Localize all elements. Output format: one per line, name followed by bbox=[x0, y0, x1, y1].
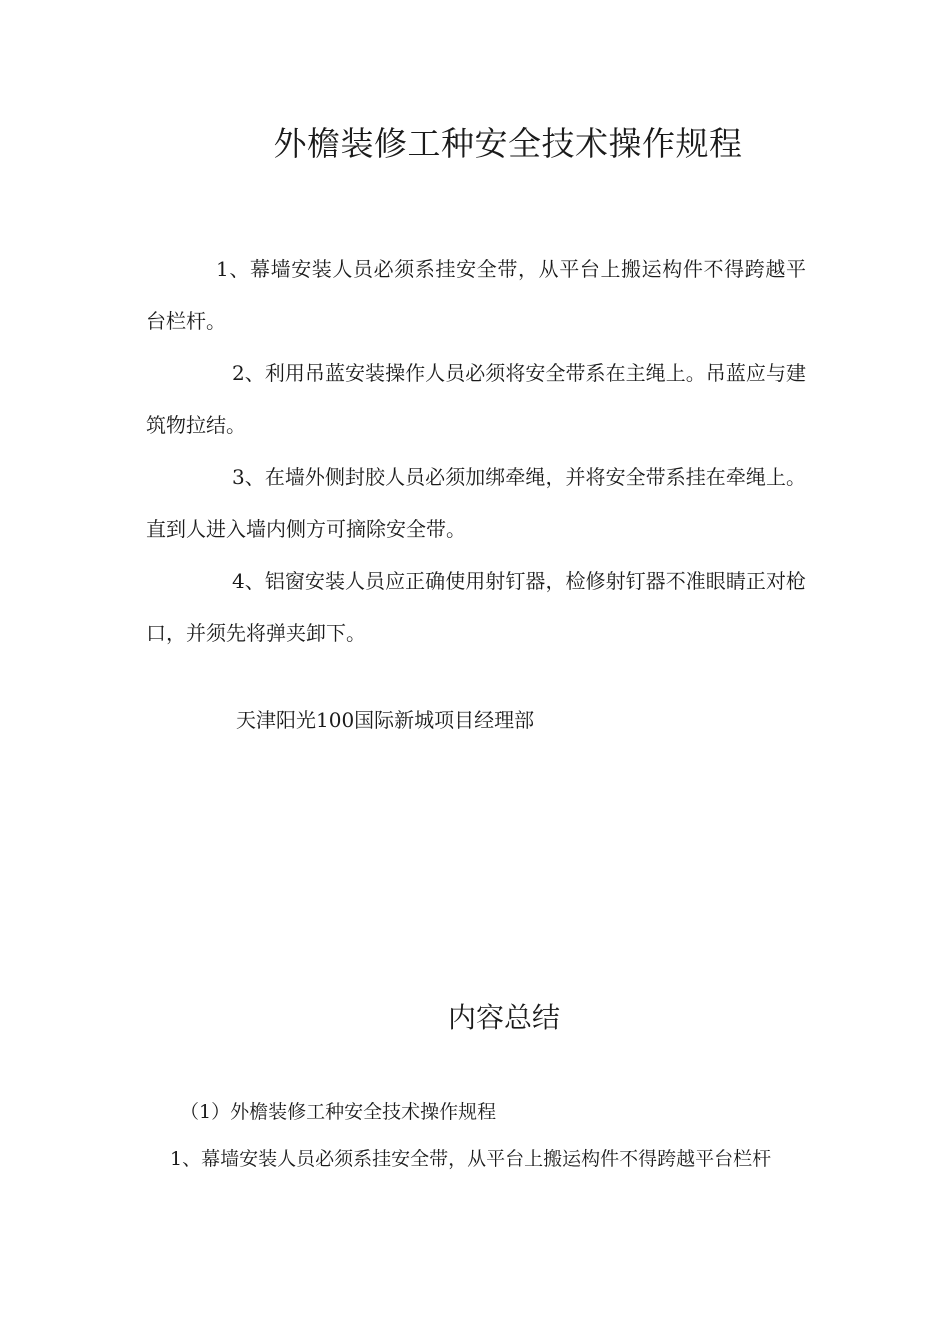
paragraph-1: 1、幕墙安装人员必须系挂安全带，从平台上搬运构件不得跨越平台栏杆。 bbox=[146, 257, 806, 333]
summary-item: 1、幕墙安装人员必须系挂安全带，从平台上搬运构件不得跨越平台栏杆 bbox=[170, 1148, 772, 1170]
document-title: 外檐装修工种安全技术操作规程 bbox=[273, 124, 743, 163]
signature-line: 天津阳光100国际新城项目经理部 bbox=[236, 708, 535, 732]
summary-title: 内容总结 bbox=[447, 1001, 560, 1034]
summary-subtitle: （1）外檐装修工种安全技术操作规程 bbox=[180, 1101, 497, 1123]
paragraph-4: 4、铝窗安装人员应正确使用射钉器，检修射钉器不准眼睛正对枪口，并须先将弹夹卸下。 bbox=[146, 569, 806, 645]
document-body bbox=[146, 243, 806, 659]
paragraph-2: 2、利用吊蓝安装操作人员必须将安全带系在主绳上。吊蓝应与建筑物拉结。 bbox=[146, 361, 806, 437]
paragraph-3: 3、在墙外侧封胶人员必须加绑牵绳，并将安全带系挂在牵绳上。直到人进入墙内侧方可摘除安全带。 bbox=[146, 465, 806, 541]
